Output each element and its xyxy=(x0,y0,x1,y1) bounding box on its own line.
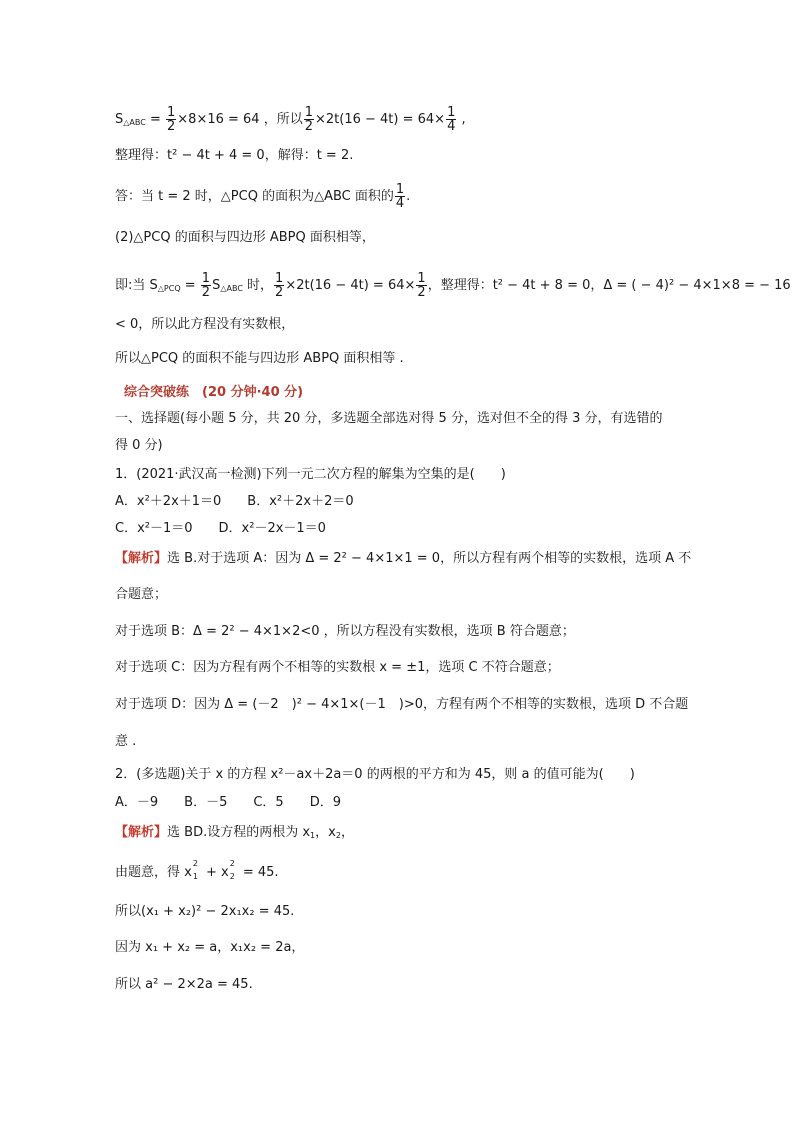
text: ×2t(16 − 4t) = 64× xyxy=(315,112,446,127)
text: 由题意，得 x xyxy=(115,865,192,880)
analysis-tag: 【解析】 xyxy=(115,551,168,566)
superscript: 2 xyxy=(192,859,198,868)
answer-2-line: 因为 x₁ + x₂ = a，x₁x₂ = 2a， xyxy=(115,940,305,955)
text: 时， xyxy=(242,278,274,293)
denominator: 2 xyxy=(201,285,211,300)
answer-1-line: 对于选项 D：因为 Δ = (－2 )² − 4×1×(－1 )>0，方程有两个不相等的实数根，选项 D 不合题 xyxy=(115,697,689,712)
fraction xyxy=(166,106,176,133)
fraction xyxy=(395,183,405,210)
subscript: 2 xyxy=(335,831,341,840)
numerator: 1 xyxy=(201,271,211,286)
answer-2-line: 所以(x₁ + x₂)² − 2x₁x₂ = 45. xyxy=(115,904,295,919)
text-line: < 0，所以此方程没有实数根， xyxy=(115,317,295,332)
analysis-tag: 【解析】 xyxy=(115,825,168,840)
equation-area-abc xyxy=(115,106,466,133)
text: ， xyxy=(340,825,354,840)
answer-1-line: 对于选项 C：因为方程有两个不相等的实数根 x = ±1，选项 C 不符合题意； xyxy=(115,660,560,675)
numerator: 1 xyxy=(304,105,313,120)
answer-2-line xyxy=(115,859,279,886)
text: = 45. xyxy=(238,865,279,880)
fraction xyxy=(416,272,426,299)
text: ×2t(16 − 4t) = 64× xyxy=(285,278,416,293)
text: 即:当 S xyxy=(115,278,158,293)
text: . xyxy=(406,189,411,204)
numerator: 1 xyxy=(417,271,426,286)
section-points: (20 分钟·40 分) xyxy=(202,385,304,400)
text: + x xyxy=(201,865,229,880)
text: 答：当 t = 2 时，△PCQ 的面积为△ABC 面积的 xyxy=(115,189,394,204)
subscript: 1 xyxy=(310,831,316,840)
fraction xyxy=(201,272,211,299)
denominator: 4 xyxy=(447,119,456,134)
subscript: 2 xyxy=(229,872,235,881)
answer-1-line: 合题意； xyxy=(115,587,168,602)
denominator: 2 xyxy=(167,119,176,134)
instructions-line: 得 0 分) xyxy=(115,438,163,453)
question-1-options-ab: A．x²＋2x＋1＝0 B．x²＋2x＋2＝0 xyxy=(115,494,354,509)
answer-line xyxy=(115,183,410,210)
answer-1-line: 意 . xyxy=(115,734,137,749)
text: = xyxy=(180,278,200,293)
text: ，整理得：t² − 4t + 8 = 0，Δ = ( − 4)² − 4×1×8 = − 16 xyxy=(427,278,791,293)
fraction xyxy=(446,106,456,133)
denominator: 4 xyxy=(395,196,405,211)
text: S xyxy=(115,112,124,127)
equation-line xyxy=(115,272,791,299)
numerator: 1 xyxy=(275,271,284,286)
superscript: 2 xyxy=(229,859,235,868)
answer-1-line: 对于选项 B：Δ = 2² − 4×1×2<0 ，所以方程没有实数根，选项 B 符合题意； xyxy=(115,624,575,639)
question-2: 2．(多选题)关于 x 的方程 x²－ax＋2a＝0 的两根的平方和为 45，则 a 的值可能为( ) xyxy=(115,767,635,782)
answer-2-line: 所以 a² − 2×2a = 45. xyxy=(115,977,253,992)
text: , xyxy=(457,112,466,127)
section-name: 综合突破练 xyxy=(124,385,190,400)
denominator: 2 xyxy=(417,285,426,300)
sup-sub xyxy=(229,859,239,886)
text: 选 B.对于选项 A：因为 Δ = 2² − 4×1×1 = 0，所以方程有两个相等的实数根，选项 A 不 xyxy=(167,551,692,566)
numerator: 1 xyxy=(395,182,405,197)
sup-sub xyxy=(192,859,202,886)
answer-1-line xyxy=(115,550,691,568)
answer-2-line xyxy=(115,824,354,845)
subscript: △ABC xyxy=(220,284,243,293)
text: = xyxy=(145,112,165,127)
text: ，x xyxy=(315,825,336,840)
subscript: △ABC xyxy=(123,118,146,127)
fraction xyxy=(304,106,314,133)
numerator: 1 xyxy=(167,105,176,120)
text: S xyxy=(212,278,221,293)
question-1: 1．(2021·武汉高一检测)下列一元二次方程的解集为空集的是( ) xyxy=(115,467,506,482)
subscript: 1 xyxy=(192,872,198,881)
fraction xyxy=(274,272,284,299)
question-1-options-cd: C．x²－1＝0 D．x²－2x－1＝0 xyxy=(115,521,326,536)
text-line: 所以△PCQ 的面积不能与四边形 ABPQ 面积相等 . xyxy=(115,351,404,366)
numerator: 1 xyxy=(447,105,456,120)
text-line: (2)△PCQ 的面积与四边形 ABPQ 面积相等， xyxy=(115,230,375,245)
denominator: 2 xyxy=(275,285,284,300)
equation-line: 整理得：t² − 4t + 4 = 0，解得：t = 2. xyxy=(115,148,354,163)
instructions-line: 一、选择题(每小题 5 分，共 20 分，多选题全部选对得 5 分，选对但不全的得 3 分，有选错的 xyxy=(115,411,663,426)
subscript: △PCQ xyxy=(157,284,181,293)
question-2-options: A．－9 B．－5 C．5 D．9 xyxy=(115,795,341,810)
section-title xyxy=(124,384,303,402)
text: 选 BD.设方程的两根为 x xyxy=(167,825,311,840)
denominator: 2 xyxy=(304,119,313,134)
text: ×8×16 = 64 ，所以 xyxy=(177,112,303,127)
